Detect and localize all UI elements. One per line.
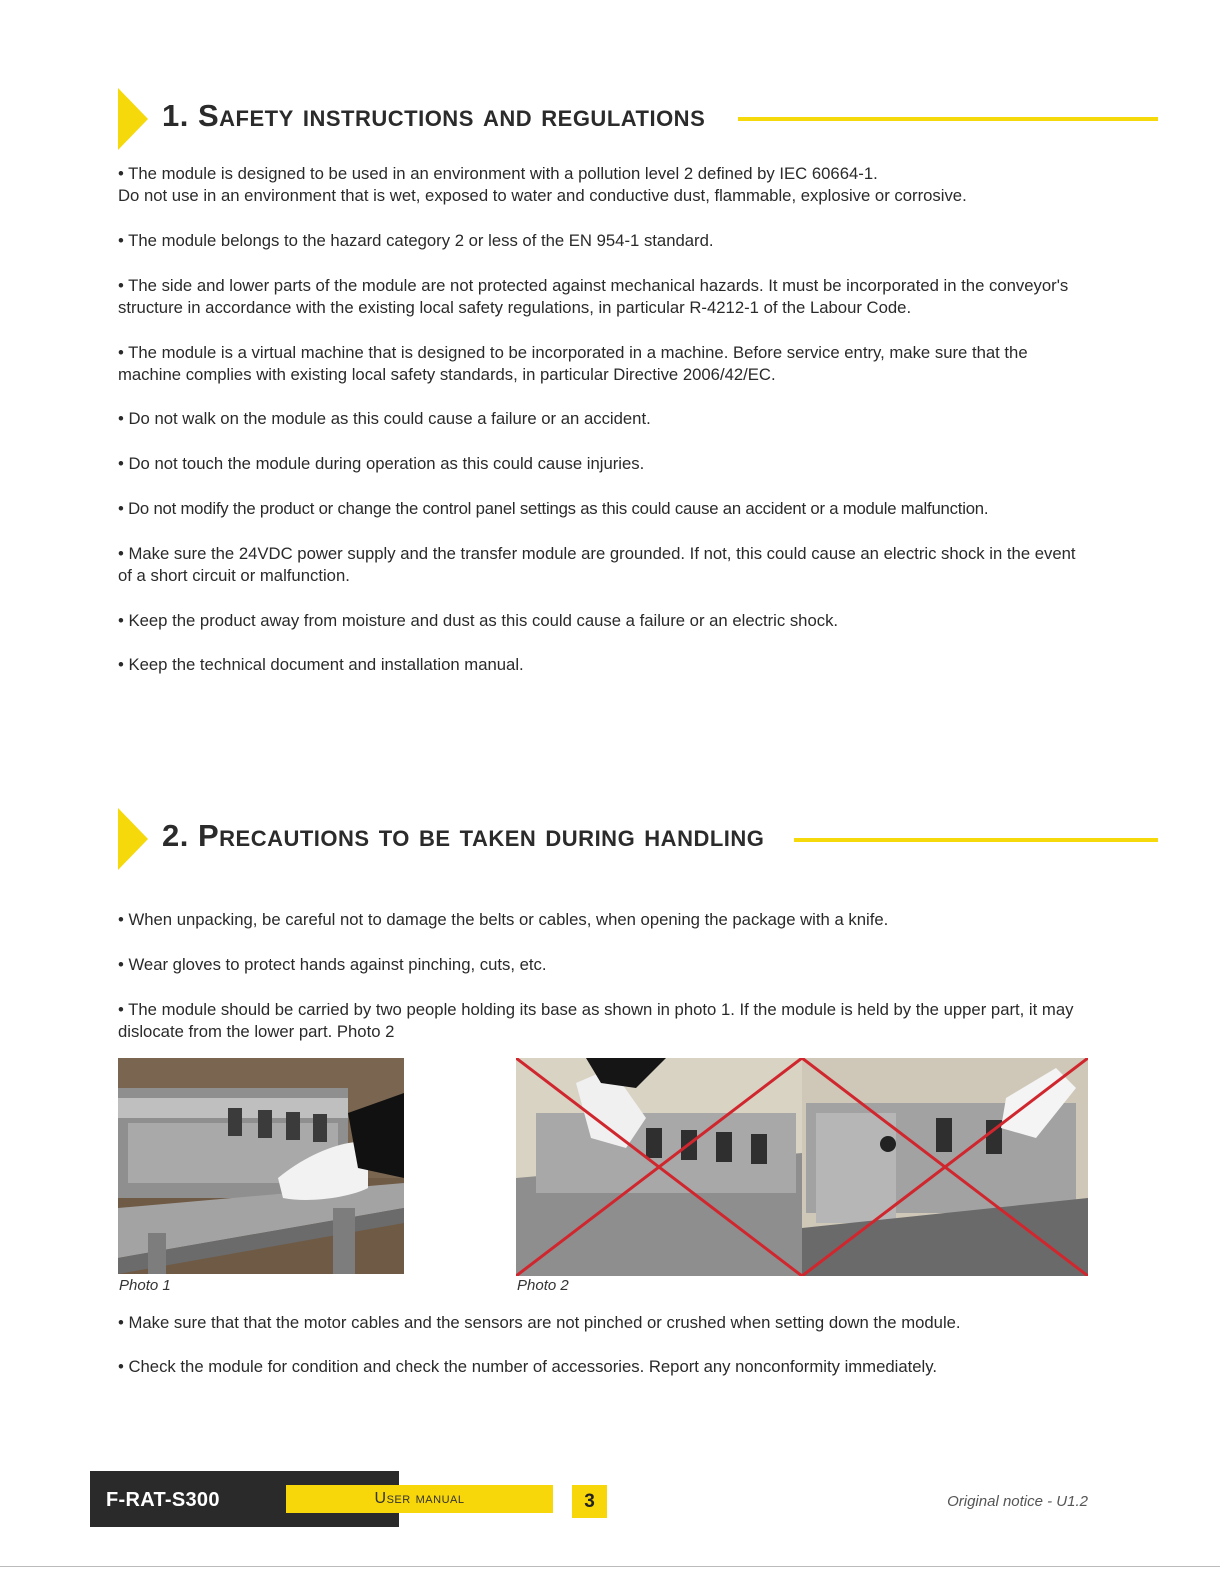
- safety-para-4: • The module is a virtual machine that is designed to be incorporated in a machine. Before service entry, make sure that the machine complies with existing local safety standards, in particular Directive 2006/42/EC.: [118, 343, 1028, 385]
- footer-manual-label: User manual: [374, 1490, 465, 1507]
- safety-para-7: • Do not modify the product or change the control panel settings as this could cause an accident or a module malfunction.: [118, 499, 989, 518]
- handling-para-1: • When unpacking, be careful not to damage the belts or cables, when opening the package with a knife.: [118, 910, 889, 929]
- section-arrow-icon: [118, 88, 148, 150]
- footer-model-name: F-RAT-S300: [106, 1489, 220, 1511]
- photo-2-caption: Photo 2: [517, 1277, 569, 1294]
- page-bottom-divider: [0, 1566, 1220, 1567]
- safety-para-10: • Keep the technical document and installation manual.: [118, 655, 524, 674]
- safety-para-2: • The module belongs to the hazard category 2 or less of the EN 954-1 standard.: [118, 231, 714, 250]
- safety-para-6: • Do not touch the module during operation as this could cause injuries.: [118, 454, 645, 473]
- safety-para-1: • The module is designed to be used in an environment with a pollution level 2 defined by IEC 60664-1. Do not use in an environment that is wet, exposed to water and conductive dust, flammable, explosive or corrosive.: [118, 164, 967, 206]
- safety-para-9: • Keep the product away from moisture and dust as this could cause a failure or an electric shock.: [118, 611, 839, 630]
- section2-rule: [794, 838, 1158, 842]
- section2-title: 2. Precautions to be taken during handling: [162, 818, 765, 853]
- photo-1-illustration: [118, 1058, 404, 1274]
- photo-1-caption: Photo 1: [119, 1277, 171, 1294]
- footer-notice: Original notice - U1.2: [947, 1493, 1088, 1510]
- handling-para-3: • The module should be carried by two people holding its base as shown in photo 1. If the module is held by the upper part, it may dislocate from the lower part. Photo 2: [118, 1000, 1074, 1042]
- section1-rule: [738, 117, 1158, 121]
- safety-para-8: • Make sure the 24VDC power supply and the transfer module are grounded. If not, this could cause an electric shock in the event of a short circuit or malfunction.: [118, 544, 1076, 586]
- handling-para-4: • Make sure that that the motor cables and the sensors are not pinched or crushed when setting down the module.: [118, 1313, 961, 1332]
- safety-para-3: • The side and lower parts of the module are not protected against mechanical hazards. It must be incorporated in the conveyor's structure in accordance with the existing local safety regulations, in particular R-4212-1 of the Labour Code.: [118, 276, 1069, 318]
- section2-header: [118, 808, 1158, 870]
- photo-1-image: [118, 1058, 404, 1274]
- footer-manual-band: [286, 1485, 553, 1513]
- photo-2-illustration: [516, 1058, 1088, 1276]
- photo-2-image: [516, 1058, 1088, 1276]
- handling-para-2: • Wear gloves to protect hands against pinching, cuts, etc.: [118, 955, 547, 974]
- section1-header: [118, 88, 1158, 150]
- section1-title: 1. Safety instructions and regulations: [162, 98, 706, 133]
- handling-para-5: • Check the module for condition and check the number of accessories. Report any nonconformity immediately.: [118, 1357, 937, 1376]
- section-arrow-icon: [118, 808, 148, 870]
- page-number: 3: [572, 1485, 607, 1518]
- safety-para-5: • Do not walk on the module as this could cause a failure or an accident.: [118, 409, 651, 428]
